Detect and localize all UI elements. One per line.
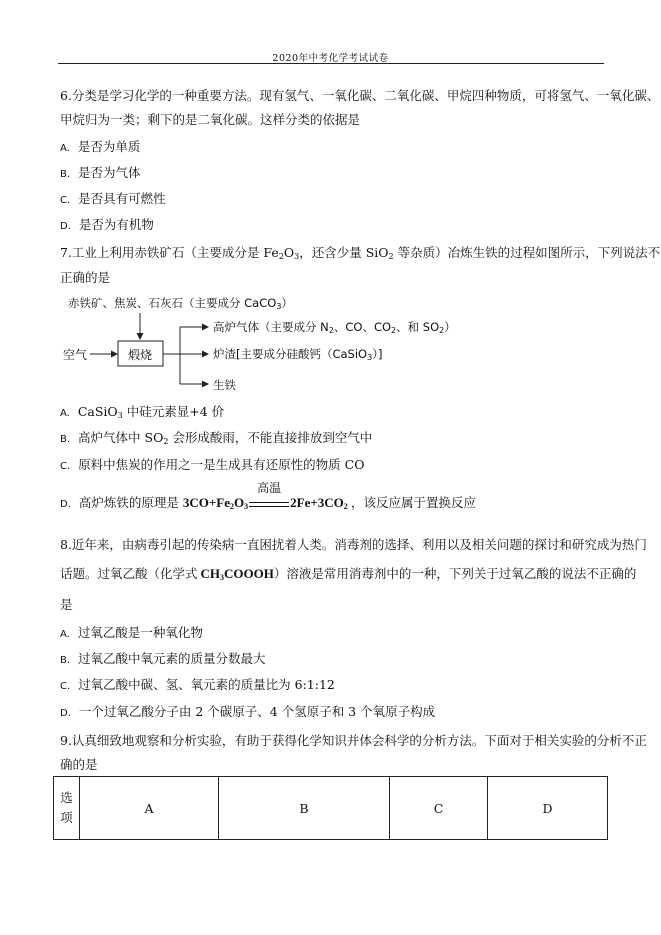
q8-option-c[interactable]: [60, 677, 335, 694]
table-col-b[interactable]: B: [219, 777, 390, 840]
q7-stem-part-a: 7.工业上利用赤铁矿石（主要成分是 Fe: [60, 245, 279, 260]
q8-option-a-text: 过氧乙酸是一种氧化物: [77, 625, 203, 640]
diagram-furnace-gas-c: 、和 SO: [396, 320, 440, 334]
q7-o-subscript: 3: [294, 252, 300, 261]
q6-option-a-text: 是否为单质: [77, 139, 141, 154]
diagram-calcination: 煅烧: [128, 348, 153, 362]
diagram-so2-subscript: 2: [439, 326, 445, 335]
peracetic-acid-formula: [201, 566, 274, 581]
process-flow-diagram: [0, 0, 661, 400]
q8-option-b[interactable]: [60, 651, 266, 668]
q9-stem-line2: 确的是: [60, 757, 98, 772]
table-header-top: 选: [60, 790, 73, 805]
q6-option-b-text: 是否为气体: [78, 165, 141, 180]
q7-option-d[interactable]: [60, 481, 477, 512]
diagram-air: 空气: [63, 348, 88, 362]
q6-option-d-text: 是否为有机物: [78, 217, 154, 232]
table-header-option: [54, 777, 80, 840]
diagram-furnace-gas-a: 高炉气体（主要成分 N: [213, 320, 329, 334]
q7-option-c[interactable]: [60, 457, 364, 474]
q8-option-c-label: C.: [60, 681, 71, 692]
equation-left: 3CO+Fe: [182, 495, 230, 510]
q7-option-a-label: A.: [60, 408, 70, 419]
q8-option-a-label: A.: [60, 629, 70, 640]
q7-si-subscript: 2: [388, 252, 394, 261]
q7-option-b-text-b: 会形成酸雨，不能直接排放到空气中: [168, 430, 373, 445]
q9-stem-line1: 9.认真细致地观察和分析实验，有助于获得化学知识并体会科学的分析方法。下面对于相关实验的分析不正: [60, 733, 647, 748]
q7-option-d-text-a: 高炉炼铁的原理是: [78, 495, 179, 510]
table-col-c[interactable]: C: [390, 777, 488, 840]
q7-stem-part-b: O: [283, 245, 295, 260]
diagram-slag-a: 炉渣[主要成分硅酸钙（CaSiO: [213, 347, 368, 361]
q7-option-a-text-b: 中硅元素显+4 价: [122, 404, 225, 419]
q8-stem-line1: 8.近年来，由病毒引起的传染病一直困扰着人类。消毒剂的选择、利用以及相关问题的探讨和研究成为热门: [60, 537, 647, 552]
q8-option-d-label: D.: [60, 708, 71, 719]
q7-stem-part-c: ，还含少量 SiO: [299, 245, 389, 260]
q6-option-b-label: B.: [60, 169, 71, 180]
q6-stem-line1: 6.分类是学习化学的一种重要方法。现有氢气、一氧化碳、二氧化碳、甲烷四种物质，可将氢气、一氧化碳、: [60, 88, 660, 103]
q6-option-a-label: A.: [60, 143, 70, 154]
diagram-casio3-subscript: 3: [367, 353, 373, 362]
equation-right: 2Fe+3CO: [290, 495, 344, 510]
q8-option-b-label: B.: [60, 655, 71, 666]
diagram-raw-materials-text: 赤铁矿、焦炭、石灰石（主要成分 CaCO: [68, 296, 277, 310]
q7-option-b[interactable]: [60, 430, 372, 447]
formula-part-b: COOOH: [224, 566, 274, 581]
equation-o-subscript: 3: [244, 502, 249, 511]
table-col-a[interactable]: A: [80, 777, 219, 840]
diagram-caco3-subscript: 3: [276, 302, 282, 311]
q7-stem-part-d: 等杂质）冶炼生铁的过程如图所示，下列说法不: [393, 245, 661, 260]
q6-option-c-label: C.: [60, 195, 71, 206]
q8-stem-line2: [60, 566, 636, 581]
q8-option-b-text: 过氧乙酸中氧元素的质量分数最大: [78, 651, 266, 666]
diagram-slag-b: ）]: [372, 347, 383, 361]
equation-condition: 高温: [257, 481, 282, 495]
page-header: 2020年中考化学考试试卷: [272, 53, 389, 64]
q6-option-c-text: 是否具有可燃性: [78, 191, 166, 206]
diagram-furnace-gas: [213, 319, 456, 335]
q8-stem-line2-a: 话题。过氧乙酸（化学式: [60, 566, 198, 581]
q6-stem-line2: 甲烷归为一类；剩下的是二氧化碳。这样分类的依据是: [60, 112, 361, 127]
q7-option-c-text: 原料中焦炭的作用之一是生成具有还原性的物质 CO: [78, 457, 365, 472]
diagram-furnace-gas-d: ）: [444, 320, 456, 334]
reaction-equation: $3CO+Fe_2O_3$ 高温 $2Fe+3CO_2$: [182, 481, 348, 511]
equation-fe-subscript: 2: [230, 502, 234, 511]
equation-condition-arrow: [248, 481, 290, 510]
q7-option-c-label: C.: [60, 461, 71, 472]
table-header-bottom: 项: [60, 810, 73, 825]
q7-option-b-label: B.: [60, 434, 71, 445]
q7-option-a-text-a: CaSiO: [77, 404, 118, 419]
diagram-furnace-gas-b: 、CO、CO: [333, 320, 392, 334]
formula-subscript: 3: [220, 573, 225, 582]
diagram-slag: [213, 346, 382, 362]
q7-option-d-text-b: ，该反应属于置换反应: [351, 495, 477, 510]
q7-fe-subscript: 2: [278, 252, 284, 261]
q7-option-a[interactable]: [60, 404, 224, 421]
q7-stem-line2: 正确的是: [60, 270, 111, 285]
q8-option-d-text: 一个过氧乙酸分子由 2 个碳原子、4 个氢原子和 3 个氧原子构成: [78, 704, 436, 719]
q8-stem-line3: 是: [60, 597, 73, 612]
q7-option-b-text-a: 高炉气体中 SO: [78, 430, 164, 445]
q8-option-a[interactable]: [60, 625, 203, 642]
q7-option-b-subscript: 2: [163, 437, 169, 446]
formula-part-a: CH: [200, 566, 221, 581]
q7-option-d-label: D.: [60, 499, 71, 510]
q9-options-table: [53, 776, 608, 840]
q8-option-c-text: 过氧乙酸中碳、氢、氧元素的质量比为 6:1:12: [78, 677, 335, 692]
table-col-d[interactable]: D: [488, 777, 608, 840]
equation-equals-sign: [249, 502, 289, 507]
q8-stem-line2-b: ）溶液是常用消毒剂中的一种，下列关于过氧乙酸的说法不正确的: [273, 566, 637, 581]
diagram-co2-subscript: 2: [391, 326, 397, 335]
q6-option-d-label: D.: [60, 221, 71, 232]
table-row: [54, 777, 608, 840]
diagram-raw-materials-end: ）: [281, 296, 293, 310]
q8-option-d[interactable]: [60, 704, 435, 721]
q7-option-a-subscript: 3: [117, 411, 123, 420]
equation-co2-subscript: 2: [343, 502, 348, 511]
diagram-n2-subscript: 2: [328, 326, 334, 335]
diagram-pig-iron: 生铁: [213, 378, 236, 392]
